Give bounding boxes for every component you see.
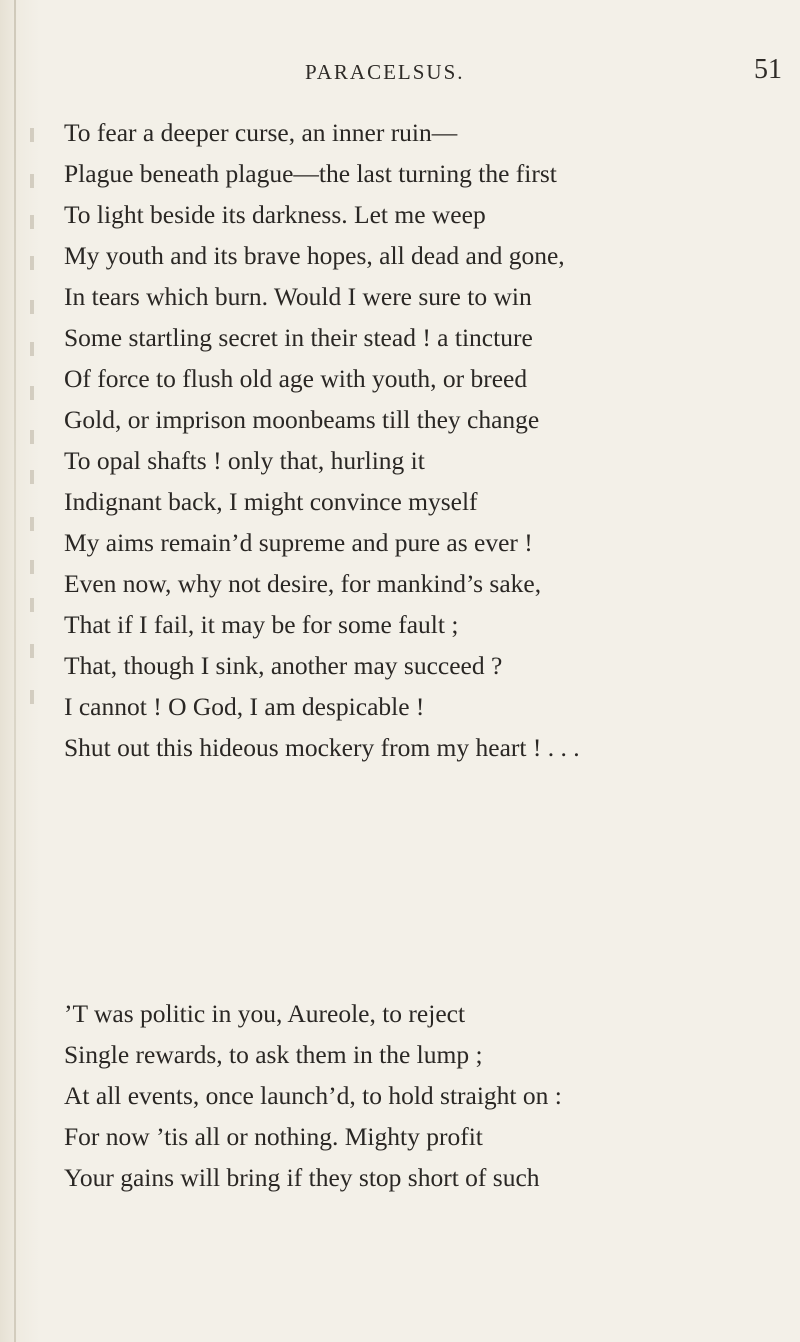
verse-line: Single rewards, to ask them in the lump ; [64,1040,483,1069]
verse-line: In tears which burn. Would I were sure to win [64,282,532,311]
verse-line: Some startling secret in their stead ! a tincture [64,323,533,352]
verse-line: To fear a deeper curse, an inner ruin— [64,118,458,147]
gutter-bleed-marks [0,0,36,1342]
verse-line: Plague beneath plague—the last turning the first [64,159,557,188]
verse-line: My youth and its brave hopes, all dead and gone, [64,241,565,270]
verse-line: To light beside its darkness. Let me weep [64,200,486,229]
verse-line: ’T was politic in you, Aureole, to reject [64,999,466,1028]
verse-line: Of force to flush old age with youth, or breed [64,364,528,393]
verse-line: That if I fail, it may be for some fault ; [64,610,459,639]
verse-line: For now ’tis all or nothing. Mighty profit [64,1122,483,1151]
page-number: 51 [754,54,782,85]
verse-line: Even now, why not desire, for mankind’s sake, [64,569,542,598]
verse-line: To opal shafts ! only that, hurling it [64,446,425,475]
verse-line: My aims remain’d supreme and pure as ever ! [64,528,533,557]
verse-stanza [64,112,784,768]
verse-line: Shut out this hideous mockery from my heart ! . . . [64,733,580,762]
running-head [0,54,800,92]
verse-line: That, though I sink, another may succeed ? [64,651,503,680]
verse-line: Indignant back, I might convince myself [64,487,478,516]
verse-stanza [64,993,784,1198]
verse-line: Gold, or imprison moonbeams till they change [64,405,540,434]
running-title: PARACELSUS. [305,60,465,84]
verse-line: At all events, once launch’d, to hold straight on : [64,1081,562,1110]
verse-line: I cannot ! O God, I am despicable ! [64,692,425,721]
verse-line: Your gains will bring if they stop short of such [64,1163,540,1192]
